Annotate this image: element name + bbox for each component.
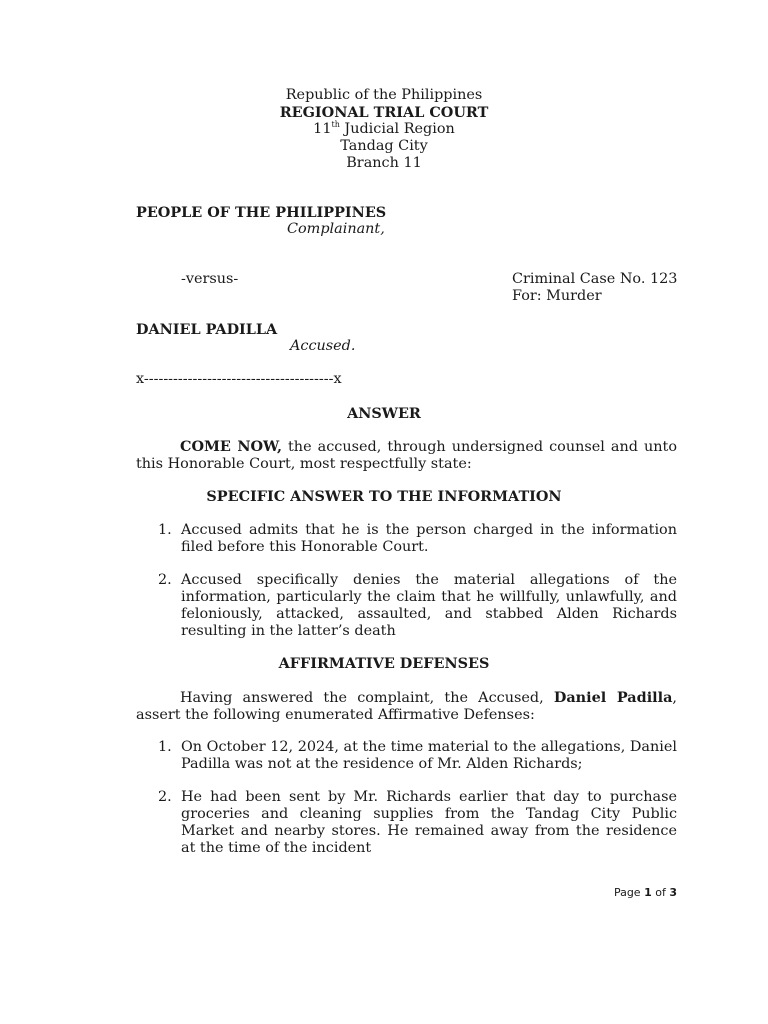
page-number-footer: Page 1 of 3 <box>613 886 677 899</box>
case-charge: For: Murder <box>512 288 602 304</box>
versus-label: -versus- <box>181 271 239 287</box>
section-heading-affirmative-defenses: AFFIRMATIVE DEFENSES <box>278 655 490 672</box>
affirmative-intro-paragraph: Having answered the complaint, the Accused, Daniel Padilla, assert the following enumerated Affirmative Defenses: <box>136 689 677 723</box>
judicial-region: 11th Judicial Region <box>313 120 455 137</box>
accused-role: Accused. <box>290 338 356 354</box>
list-item: 2. He had been sent by Mr. Richards earlier that day to purchase groceries and cleaning supplies from the Tandag City Public Market and nearby stores. He remained away from the residence at the time of the incident <box>158 789 677 856</box>
list-item: 2. Accused specifically denies the material allegations of the information, particularly the claim that he willfully, unlawfully, and feloniously, attacked, assaulted, and stabbed Alden Richards resulting in the latter’s death <box>158 572 677 639</box>
list-item: 1. Accused admits that he is the person charged in the information filed before this Honorable Court. <box>158 522 677 555</box>
republic-line: Republic of the Philippines <box>285 87 483 103</box>
court-name: REGIONAL TRIAL COURT <box>279 104 489 121</box>
case-number: Criminal Case No. 123 <box>512 271 678 287</box>
branch-line: Branch 11 <box>346 155 422 171</box>
complainant-role: Complainant, <box>287 221 385 237</box>
court-header <box>0 87 768 172</box>
complainant-name: PEOPLE OF THE PHILIPPINES <box>136 204 387 221</box>
document-title: ANSWER <box>347 405 421 422</box>
caption-separator: x---------------------------------------x <box>136 371 342 387</box>
intro-paragraph: COME NOW, the accused, through undersigned counsel and unto this Honorable Court, most respectfully state: <box>136 438 677 472</box>
city-line: Tandag City <box>340 138 428 154</box>
section-heading-specific-answer: SPECIFIC ANSWER TO THE INFORMATION <box>206 488 562 505</box>
accused-name: DANIEL PADILLA <box>136 321 278 338</box>
list-item: 1. On October 12, 2024, at the time material to the allegations, Daniel Padilla was not at the residence of Mr. Alden Richards; <box>158 739 677 772</box>
